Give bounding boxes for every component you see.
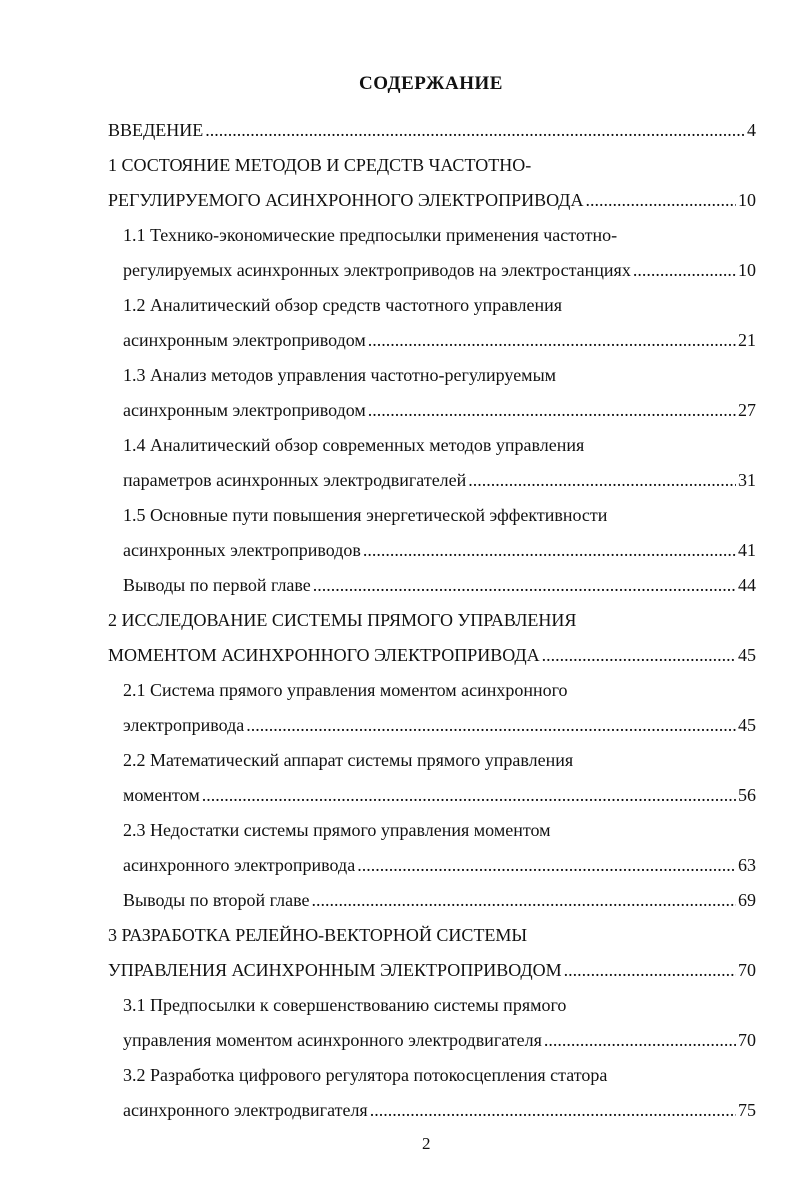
toc-entry-title: асинхронным электроприводом	[123, 400, 366, 420]
toc-entry-title: Выводы по второй главе	[123, 890, 310, 910]
toc-entry	[108, 1093, 756, 1128]
toc-page-number: 56	[738, 785, 756, 805]
dot-leader	[363, 533, 736, 568]
toc-entry	[108, 113, 756, 148]
toc-entry-title: МОМЕНТОМ АСИНХРОННОГО ЭЛЕКТРОПРИВОДА	[108, 645, 540, 665]
toc-page-number: 31	[738, 470, 756, 490]
toc-entry-line: 1.4 Аналитический обзор современных методов управления	[123, 435, 585, 455]
dot-leader	[468, 463, 736, 498]
toc-entry-title: ВВЕДЕНИЕ	[108, 120, 204, 140]
toc-page-number: 44	[738, 575, 756, 595]
toc-entry	[108, 393, 756, 428]
toc-page-number: 10	[738, 260, 756, 280]
dot-leader	[202, 778, 736, 813]
page-number: 2	[422, 1134, 431, 1153]
toc-entry-title: асинхронным электроприводом	[123, 330, 366, 350]
toc-page-number: 75	[738, 1100, 756, 1120]
toc-entry-line: 1.5 Основные пути повышения энергетической эффективности	[123, 505, 608, 525]
toc-entry-line: 2.3 Недостатки системы прямого управления моментом	[123, 820, 551, 840]
table-of-contents	[108, 113, 756, 1128]
toc-entry-line: 1.2 Аналитический обзор средств частотного управления	[123, 295, 563, 315]
toc-entry	[108, 638, 756, 673]
toc-page-number: 70	[738, 1030, 756, 1050]
toc-entry-title: Выводы по первой главе	[123, 575, 311, 595]
toc-entry-line: 3 РАЗРАБОТКА РЕЛЕЙНО-ВЕКТОРНОЙ СИСТЕМЫ	[108, 925, 528, 945]
toc-page-number: 41	[738, 540, 756, 560]
dot-leader	[311, 883, 736, 918]
dot-leader	[205, 113, 745, 148]
toc-entry-title: параметров асинхронных электродвигателей	[123, 470, 467, 490]
toc-page-number: 45	[738, 645, 756, 665]
dot-leader	[246, 708, 736, 743]
dot-leader	[564, 953, 736, 988]
toc-entry	[108, 533, 756, 568]
toc-entry-line: 1.1 Технико-экономические предпосылки применения частотно-	[123, 225, 618, 245]
dot-leader	[368, 323, 736, 358]
toc-entry-title: регулируемых асинхронных электроприводов на электростанциях	[123, 260, 631, 280]
toc-page-number: 4	[747, 120, 756, 140]
toc-entry-title: УПРАВЛЕНИЯ АСИНХРОННЫМ ЭЛЕКТРОПРИВОДОМ	[108, 960, 562, 980]
dot-leader	[544, 1023, 736, 1058]
dot-leader	[313, 568, 736, 603]
toc-entry-title: асинхронного электропривода	[123, 855, 356, 875]
toc-page-number: 63	[738, 855, 756, 875]
toc-entry-title: РЕГУЛИРУЕМОГО АСИНХРОННОГО ЭЛЕКТРОПРИВОДА	[108, 190, 584, 210]
dot-leader	[368, 393, 736, 428]
toc-entry-line: 2 ИССЛЕДОВАНИЕ СИСТЕМЫ ПРЯМОГО УПРАВЛЕНИЯ	[108, 610, 577, 630]
toc-page-number: 10	[738, 190, 756, 210]
toc-entry-title: асинхронных электроприводов	[123, 540, 361, 560]
dot-leader	[633, 253, 736, 288]
toc-entry	[108, 323, 756, 358]
toc-entry	[108, 778, 756, 813]
toc-entry-title: электропривода	[123, 715, 245, 735]
toc-entry	[108, 708, 756, 743]
toc-entry	[108, 848, 756, 883]
toc-entry-title: асинхронного электродвигателя	[123, 1100, 368, 1120]
toc-entry-line: 1 СОСТОЯНИЕ МЕТОДОВ И СРЕДСТВ ЧАСТОТНО-	[108, 155, 532, 175]
toc-entry	[108, 883, 756, 918]
dot-leader	[357, 848, 736, 883]
toc-entry	[108, 253, 756, 288]
dot-leader	[585, 183, 736, 218]
toc-entry	[108, 953, 756, 988]
toc-page-number: 21	[738, 330, 756, 350]
toc-entry-title: моментом	[123, 785, 200, 805]
dot-leader	[542, 638, 736, 673]
toc-entry	[108, 1023, 756, 1058]
toc-entry-title: управления моментом асинхронного электродвигателя	[123, 1030, 542, 1050]
toc-entry	[108, 463, 756, 498]
toc-entry-line: 2.2 Математический аппарат системы прямого управления	[123, 750, 574, 770]
page-title: СОДЕРЖАНИЕ	[359, 73, 503, 94]
toc-entry-line: 1.3 Анализ методов управления частотно-регулируемым	[123, 365, 557, 385]
toc-entry-line: 3.2 Разработка цифрового регулятора потокосцепления статора	[123, 1065, 608, 1085]
toc-page-number: 45	[738, 715, 756, 735]
toc-page-number: 27	[738, 400, 756, 420]
toc-entry	[108, 183, 756, 218]
toc-page-number: 70	[738, 960, 756, 980]
toc-entry-line: 2.1 Система прямого управления моментом асинхронного	[123, 680, 568, 700]
toc-page-number: 69	[738, 890, 756, 910]
toc-entry	[108, 568, 756, 603]
dot-leader	[370, 1093, 736, 1128]
toc-entry-line: 3.1 Предпосылки к совершенствованию системы прямого	[123, 995, 567, 1015]
